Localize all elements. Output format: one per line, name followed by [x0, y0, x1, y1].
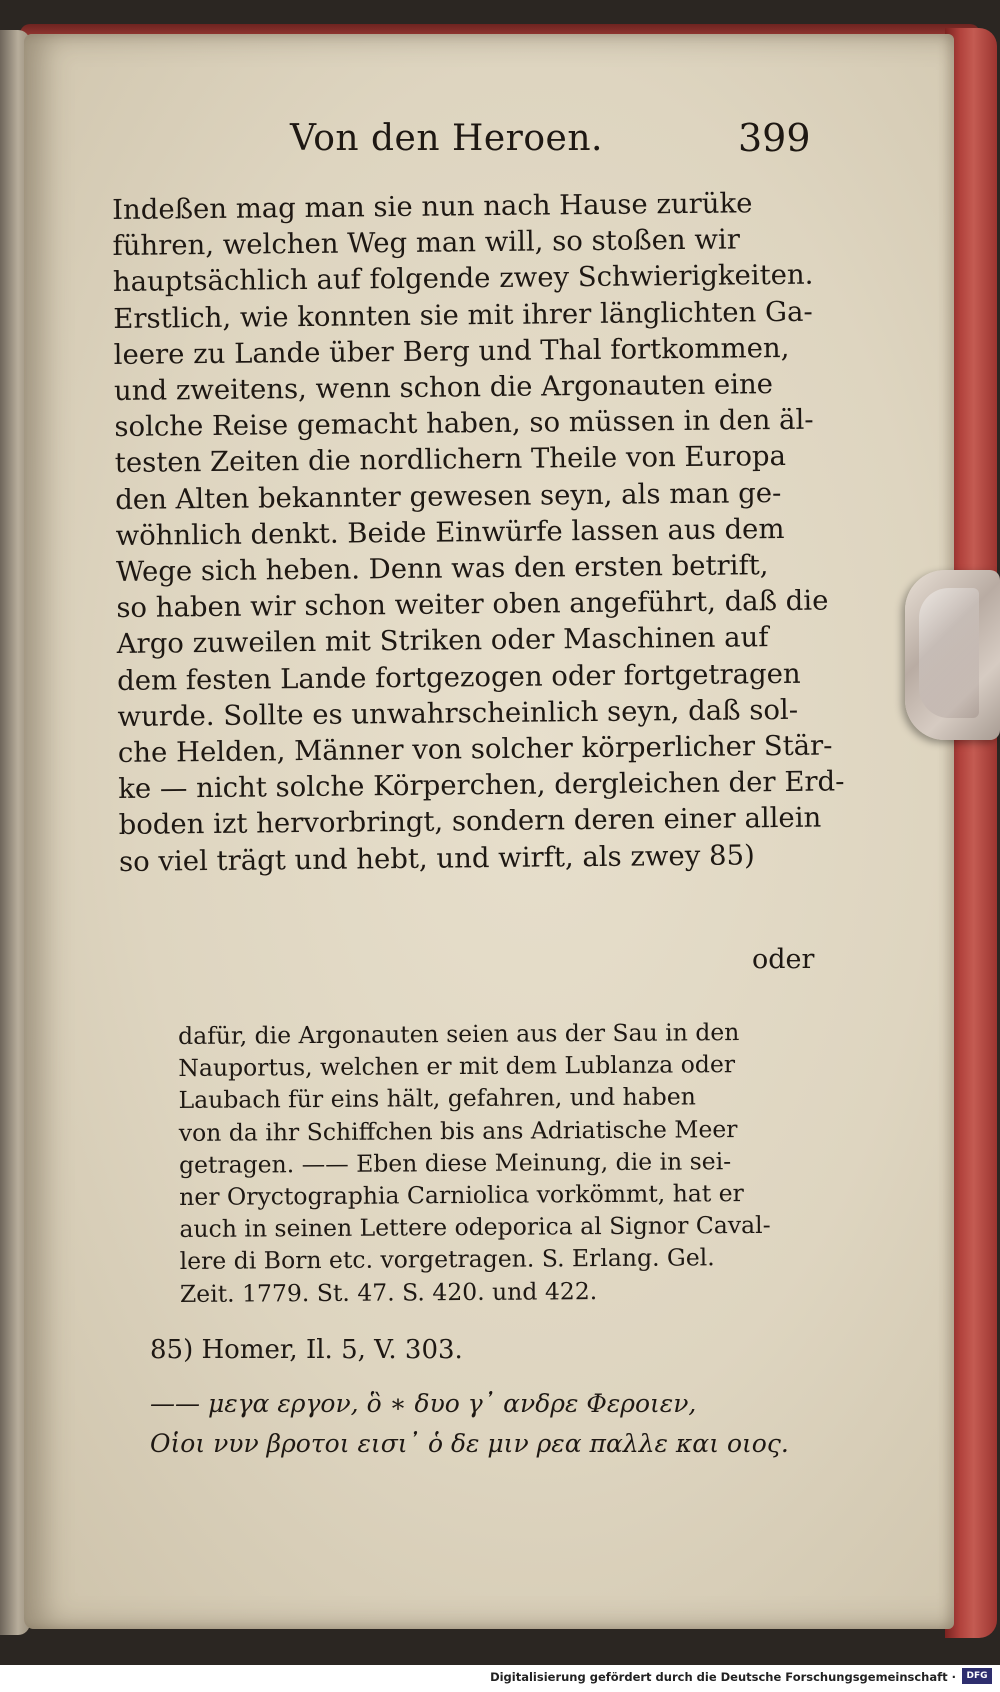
- greek-quotation: [150, 1384, 850, 1464]
- footnote-line: Zeit. 1779. St. 47. S. 420. und 422.: [179, 1276, 598, 1308]
- body-line: solche Reise gemacht haben, so müssen in den äl-: [114, 403, 814, 444]
- footnote-line: Laubach für eins hält, gefahren, und haben: [178, 1082, 696, 1115]
- body-line: hauptsächlich auf folgende zwey Schwierigkeiten.: [112, 259, 814, 299]
- footnote-line: dafür, die Argonauten seien aus der Sau in den: [178, 1018, 740, 1050]
- catchword: oder: [752, 944, 815, 975]
- body-line: so haben wir schon weiter oben angeführt, daß die: [116, 584, 829, 625]
- footnote-line: ner Oryctographia Carniolica vorkömmt, hat er: [179, 1179, 744, 1212]
- body-line: Wege sich heben. Denn was den ersten betrift,: [115, 549, 769, 589]
- body-line: testen Zeiten die nordlichern Theile von Europa: [114, 440, 787, 480]
- body-line: dem festen Lande fortgezogen oder fortgetragen: [116, 657, 801, 697]
- body-line: den Alten bekannter gewesen seyn, als man ge-: [115, 476, 782, 516]
- footnote-line: von da ihr Schiffchen bis ans Adriatische Meer: [178, 1114, 738, 1147]
- body-line: Argo zuweilen mit Striken oder Maschinen auf: [116, 621, 769, 661]
- greek-line: Οἱοι νυν βροτοι εισι᾽ ὁ δε μιν ρεα παλλε και οιος.: [150, 1429, 789, 1458]
- body-line: und zweitens, wenn schon die Argonauten eine: [113, 368, 774, 408]
- footnote-line: getragen. —— Eben diese Meinung, die in sei-: [178, 1146, 732, 1179]
- footnote-line: auch in seinen Lettere odeporica al Signor Caval-: [179, 1211, 771, 1244]
- footnote-line: Nauportus, welchen er mit dem Lublanza oder: [178, 1050, 736, 1083]
- body-line: wöhnlich denkt. Beide Einwürfe lassen aus dem: [115, 512, 785, 552]
- body-line: Indeßen mag man sie nun nach Hause zurüke: [112, 187, 753, 226]
- footnote-line: lere di Born etc. vorgetragen. S. Erlang. Gel.: [179, 1243, 715, 1276]
- footnote-continuation: [178, 1015, 830, 1309]
- running-head: Von den Heroen.: [290, 118, 603, 159]
- footnote-85: 85) Homer, Il. 5, V. 303.: [150, 1335, 463, 1365]
- body-line: leere zu Lande über Berg und Thal fortkommen,: [113, 331, 790, 371]
- body-line: ke — nicht solche Körperchen, dergleichen der Erd-: [118, 765, 845, 806]
- body-text: [112, 185, 845, 880]
- page-number: 399: [738, 116, 811, 160]
- body-line: boden izt hervorbringt, sondern deren einer allein: [118, 802, 822, 842]
- body-line: Erstlich, wie konnten sie mit ihrer länglichten Ga-: [113, 295, 813, 335]
- body-line: che Helden, Männer von solcher körperlicher Stär-: [117, 729, 833, 770]
- digitization-credit: Digitalisierung gefördert durch die Deutsche Forschungsgemeinschaft ·: [490, 1670, 956, 1684]
- body-line: führen, welchen Weg man will, so stoßen wir: [112, 223, 741, 263]
- greek-line: —— μεγα εργον, ὃ ∗ δυο γ᾽ ανδρε Φεροιεν,: [150, 1389, 697, 1418]
- dfg-logo-icon: DFG: [962, 1668, 992, 1684]
- body-line: wurde. Sollte es unwahrscheinlich seyn, daß sol-: [117, 693, 799, 733]
- body-line: so viel trägt und hebt, und wirft, als zwey 85): [118, 838, 755, 878]
- page-clip: [905, 570, 1000, 740]
